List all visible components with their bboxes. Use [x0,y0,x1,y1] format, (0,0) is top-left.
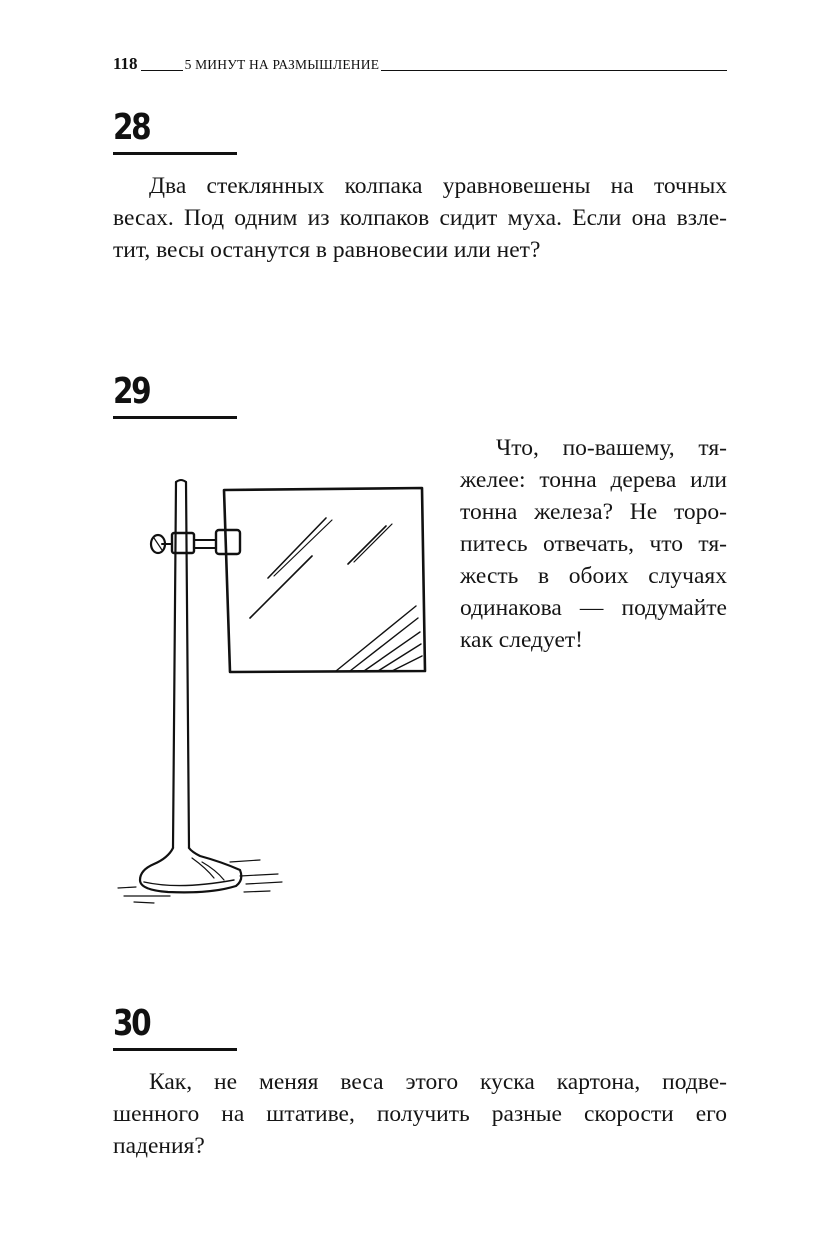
text-line: жесть в обоих случаях [460,563,727,589]
text-line: Как, не меняя веса этого куска картона, подве- [149,1069,727,1095]
text-line: шенного на штативе, получить разные скорости его [113,1101,727,1127]
header-rule-short [141,70,183,71]
stand-with-cardboard-illustration [110,466,430,916]
running-title: 5 МИНУТ НА РАЗМЫШЛЕНИЕ [184,57,380,72]
problem-29-number: 29 [113,372,237,419]
text-line: Что, по-вашему, тя- [496,435,727,461]
problem-29-text [460,432,727,656]
text-line: тонна железа? Не торо- [460,499,727,525]
text-line: одинакова — подумайте [460,595,727,621]
text-line: желее: тонна дерева или [460,467,727,493]
page-header [113,54,727,74]
text-line: тит, весы останутся в равновесии или нет? [113,237,541,263]
text-line: как следует! [460,627,583,653]
header-rule-long [381,70,727,71]
problem-28-number: 28 [113,108,237,155]
problem-28-text [113,170,727,266]
text-line: питесь отвечать, что тя- [460,531,727,557]
problem-30-number: 30 [113,1004,237,1051]
problem-30-text [113,1066,727,1162]
text-line: Два стеклянных колпака уравновешены на точных [149,173,727,199]
text-line: падения? [113,1133,205,1159]
text-line: весах. Под одним из колпаков сидит муха. Если она взле- [113,205,727,231]
page-number: 118 [113,54,138,73]
